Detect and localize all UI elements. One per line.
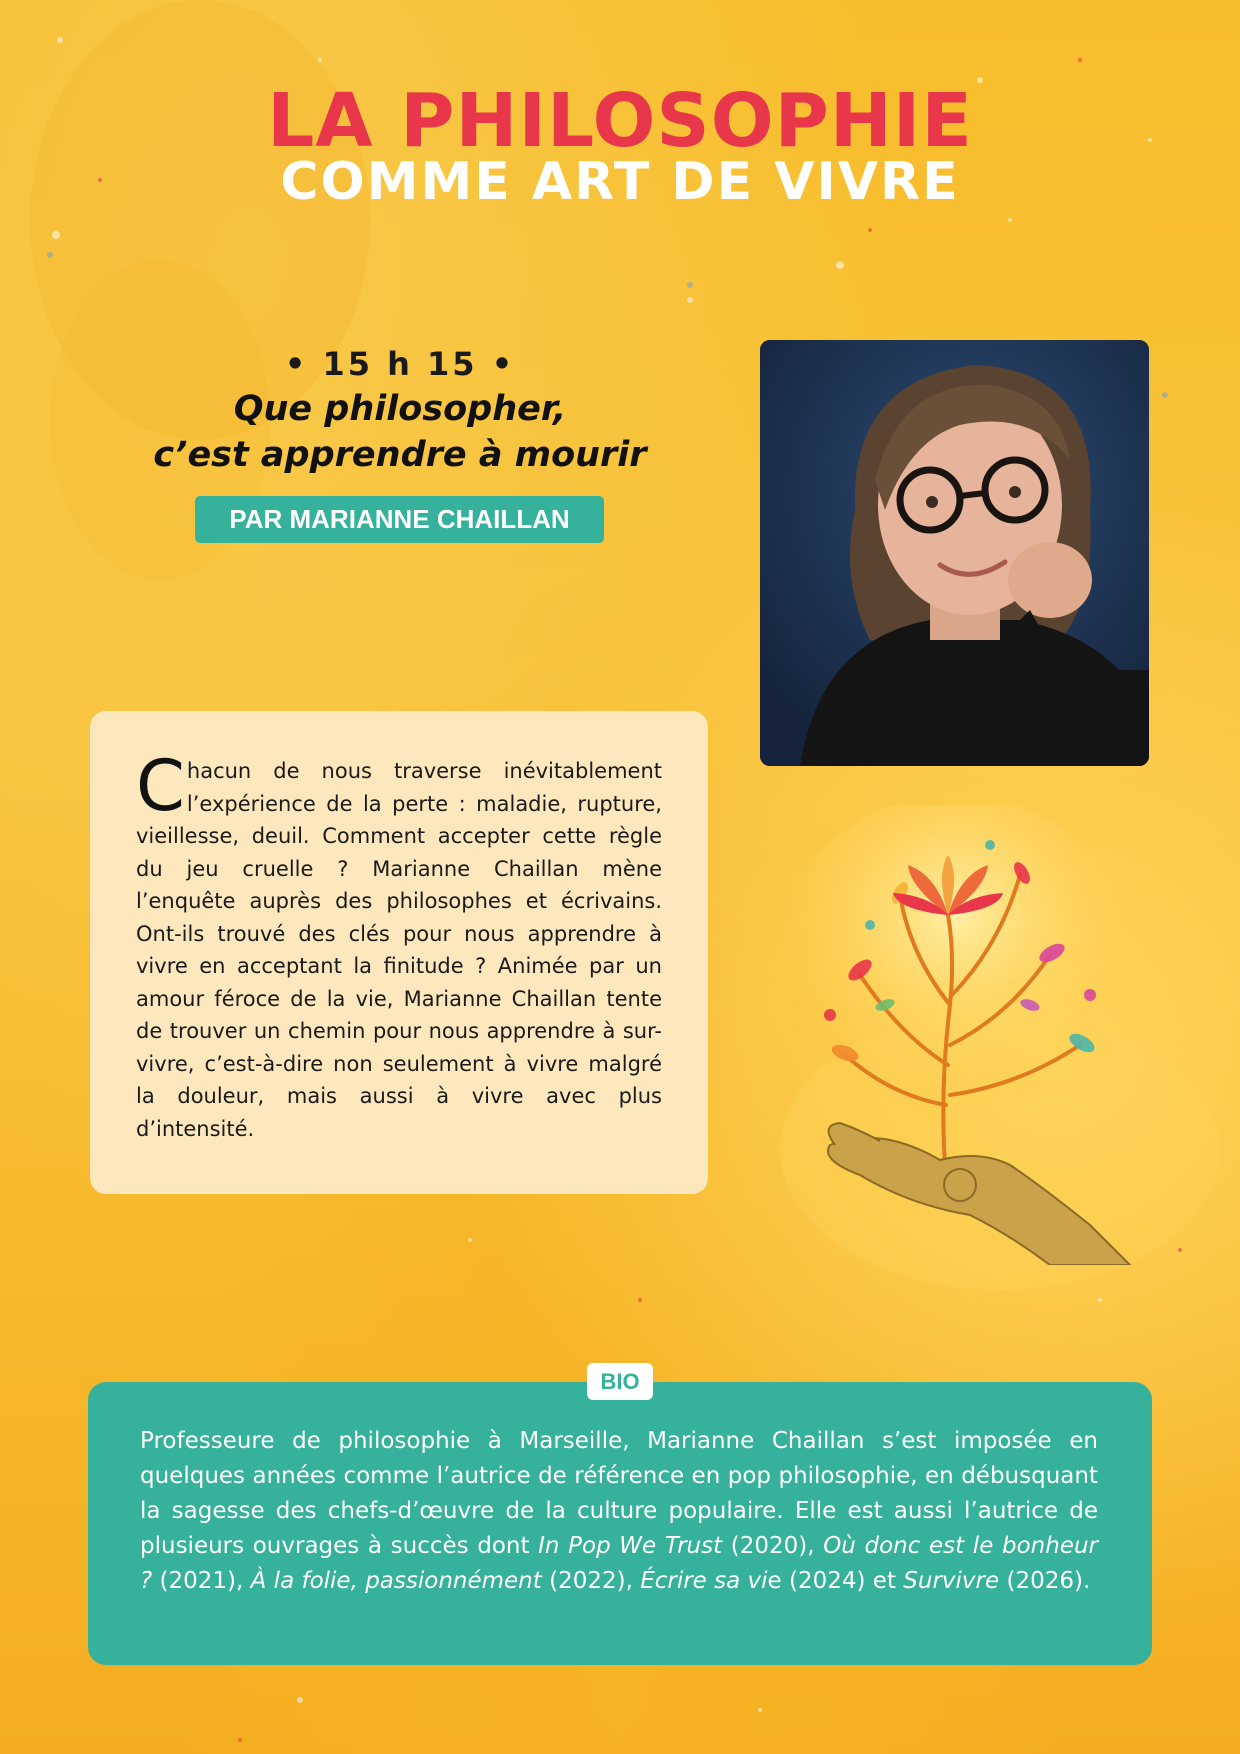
hand-holding-lotus-tree-icon <box>790 805 1160 1265</box>
description-dropcap: C <box>136 745 185 827</box>
bio-book-4-tail: e <box>767 1568 782 1594</box>
bio-year-5: (2026). <box>999 1568 1091 1594</box>
speaker-photo <box>760 340 1149 766</box>
page-title: LA PHILOSOPHIE <box>267 78 973 164</box>
talk-time: • 15 h 15 • <box>284 345 516 383</box>
bio-text-intro: Professeure de philosophie à Marseille, Marianne Chaillan s’est imposée en quelques années comme l’autrice de référence en pop philosophie, en débusquant la sagesse des chefs-d’œuvre de la culture populaire. Elle est aussi l’autrice de plusieurs ouvrages à succès dont <box>140 1428 1098 1559</box>
bio-book-1: In Pop We Trust <box>538 1533 723 1559</box>
description-box <box>90 711 708 1194</box>
bio-book-2: Où donc est le bonheur ? <box>140 1533 1098 1594</box>
talk-title <box>120 386 680 478</box>
talk-title-line1: Que philosopher, <box>233 389 567 429</box>
bio-text <box>140 1424 1098 1599</box>
bio-book-5: Survivre <box>903 1568 1000 1594</box>
bio-box <box>88 1382 1152 1665</box>
bio-label: BIO <box>587 1363 653 1400</box>
bio-year-3: (2022), <box>541 1568 641 1594</box>
speaker-portrait-icon <box>760 340 1149 766</box>
talk-title-line2: c’est apprendre à mourir <box>153 435 647 475</box>
description-text <box>136 745 662 1145</box>
description-body: hacun de nous traverse inévitablement l’expérience de la perte : maladie, rupture, vieillesse, deuil. Comment accepter cette règle du jeu cruelle ? Marianne Chaillan mène l’enquête auprès des philosophes et écrivains. Ont-ils trouvé des clés pour nous apprendre à vivre en acceptant la finitude ? Animée par un amour féroce de la vie, Marianne Chaillan tente de trouver un chemin pour nous apprendre à sur-vivre, c’est-à-dire non seulement à vivre malgré la douleur, mais aussi à vivre avec plus d’intensité. <box>136 759 662 1141</box>
bio-year-4: (2024) et <box>781 1568 904 1594</box>
bio-year-2: (2021), <box>152 1568 251 1594</box>
bio-year-1: (2020), <box>722 1533 824 1559</box>
bio-book-4: Écrire sa vi <box>640 1568 768 1594</box>
bio-book-3: À la folie, passionnément <box>250 1568 542 1594</box>
page-subtitle: COMME ART DE VIVRE <box>280 152 960 212</box>
speaker-badge: PAR MARIANNE CHAILLAN <box>195 496 604 543</box>
